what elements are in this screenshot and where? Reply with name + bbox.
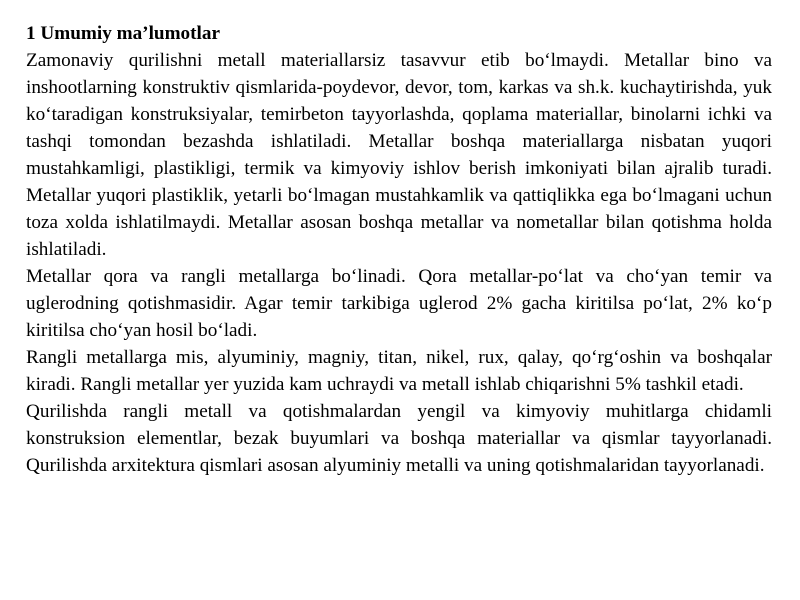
paragraph-ferrous-metals: Metallar qora va rangli metallarga bo‘linadi. Qora metallar-po‘lat va cho‘yan temir va uglerodning qotishmasidir. Agar temir tarkibiga uglerod 2% gacha kiritilsa po‘lat, 2% ko‘p kiritilsa cho‘yan hosil bo‘ladi. [26, 266, 772, 341]
section-heading: 1 Umumiy ma’lumotlar [26, 23, 220, 44]
paragraph-intro: Zamonaviy qurilishni metall materiallarsiz tasavvur etib bo‘lmaydi. Metallar bino va inshootlarning konstruktiv qismlarida-poydevor, devor, tom, karkas va sh.k. kuchaytirishda, yuk ko‘taradigan konstruksiyalar, temirbeton tayyorlashda, qoplama materiallar, binolarni ichki va tashqi tomondan bezashda ishlatiladi. Metallar boshqa materiallarga nisbatan yuqori mustahkamligi, plastikligi, termik va kimyoviy ishlov berish imkoniyati bilan ajralib turadi. Metallar yuqori plastiklik, yetarli bo‘lmagan mustahkamlik va qattiqlikka ega bo‘lmagani uchun toza xolda ishlatilmaydi. Metallar asosan boshqa metallar va nometallar bilan qotishma holda ishlatiladi. [26, 50, 772, 260]
paragraph-construction-use: Qurilishda rangli metall va qotishmalardan yengil va kimyoviy muhitlarga chidamli konstruksion elementlar, bezak buyumlari va boshqa materiallar va qismlar tayyorlanadi. Qurilishda arxitektura qismlari asosan alyuminiy metalli va uning qotishmalaridan tayyorlanadi. [26, 401, 772, 476]
paragraph-non-ferrous-metals: Rangli metallarga mis, alyuminiy, magniy, titan, nikel, rux, qalay, qo‘rg‘oshin va boshqalar kiradi. Rangli metallar yer yuzida kam uchraydi va metall ishlab chiqarishni 5% tashkil etadi. [26, 347, 772, 395]
document-page [26, 20, 772, 479]
